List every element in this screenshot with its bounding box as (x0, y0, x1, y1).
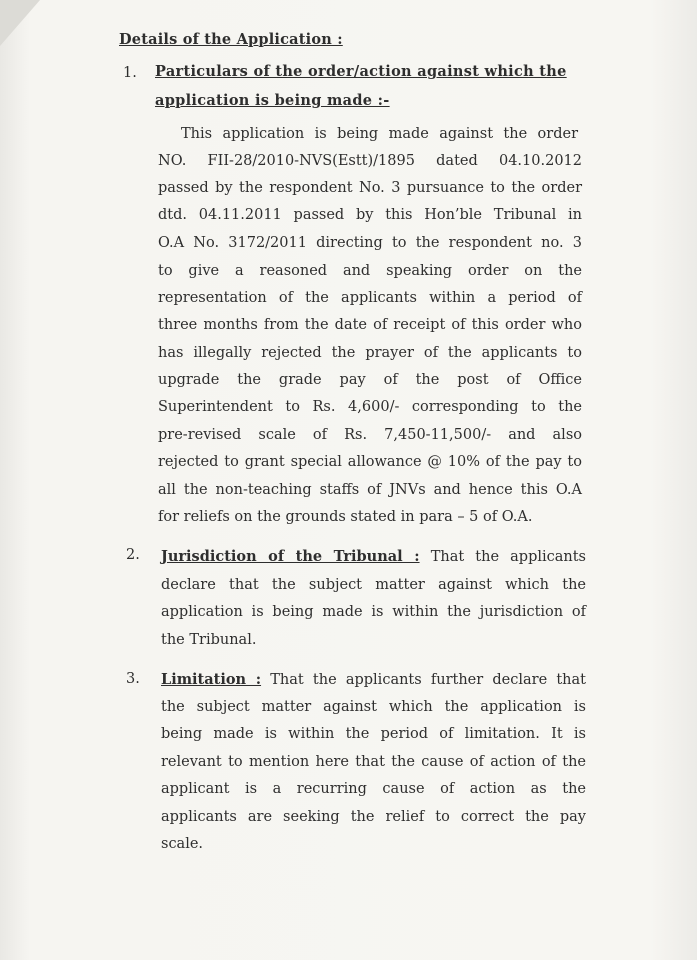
item-1-line-3: dtd. 04.11.2011 passed by this Hon’ble Tribunal in (158, 207, 582, 223)
item-1-line-13: all the non-teaching staffs of JNVs and hence this O.A (158, 482, 582, 498)
item-3-line-5: applicants are seeking the relief to correct the pay (161, 809, 586, 825)
item-3-line-0-rest: That the applicants further declare that (270, 672, 586, 688)
item-1-title-line-1: Particulars of the order/action against which the (155, 63, 567, 80)
item-1-line-12: rejected to grant special allowance @ 10% of the pay to (158, 454, 582, 470)
item-3-line-2: being made is within the period of limitation. It is (161, 726, 586, 742)
item-2-label: Jurisdiction of the Tribunal : (161, 548, 420, 565)
item-1-line-14: for reliefs on the grounds stated in para – 5 of O.A. (158, 509, 533, 525)
item-1-line-2: passed by the respondent No. 3 pursuance to the order (158, 180, 582, 196)
item-1-title-line-2: application is being made :- (155, 92, 390, 109)
item-1-line-5: to give a reasoned and speaking order on the (158, 263, 582, 279)
item-2-number: 2. (126, 547, 140, 563)
item-3-line-4: applicant is a recurring cause of action as the (161, 781, 586, 797)
item-1-number: 1. (123, 65, 137, 81)
item-1-line-4: O.A No. 3172/2011 directing to the respondent no. 3 (158, 235, 582, 251)
item-1-line-7: three months from the date of receipt of this order who (158, 317, 582, 333)
item-3-line-1: the subject matter against which the application is (161, 699, 586, 715)
item-1-line-6: representation of the applicants within a period of (158, 290, 582, 306)
item-2-line-3: the Tribunal. (161, 632, 257, 648)
item-2-line-0-rest: That the applicants (430, 549, 586, 565)
item-1-line-8: has illegally rejected the prayer of the applicants to (158, 345, 582, 361)
item-1-line-1: NO. FII-28/2010-NVS(Estt)/1895 dated 04.10.2012 (158, 153, 582, 169)
item-1-line-11: pre-revised scale of Rs. 7,450-11,500/- and also (158, 427, 582, 443)
item-1-line-9: upgrade the grade pay of the post of Office (158, 372, 582, 388)
item-3-line-0 (161, 670, 586, 690)
item-3-number: 3. (126, 671, 140, 687)
item-2-line-1: declare that the subject matter against which the (161, 577, 586, 593)
item-3-line-3: relevant to mention here that the cause of action of the (161, 754, 586, 770)
item-2-line-2: application is being made is within the jurisdiction of (161, 604, 586, 620)
item-3-label: Limitation : (161, 671, 262, 688)
item-1-line-10: Superintendent to Rs. 4,600/- corresponding to the (158, 399, 582, 415)
details-heading: Details of the Application : (119, 31, 343, 48)
item-3-line-6: scale. (161, 836, 204, 852)
item-2-line-0 (161, 547, 586, 567)
item-1-line-0: This application is being made against the order (181, 126, 578, 142)
folded-corner (0, 0, 40, 46)
